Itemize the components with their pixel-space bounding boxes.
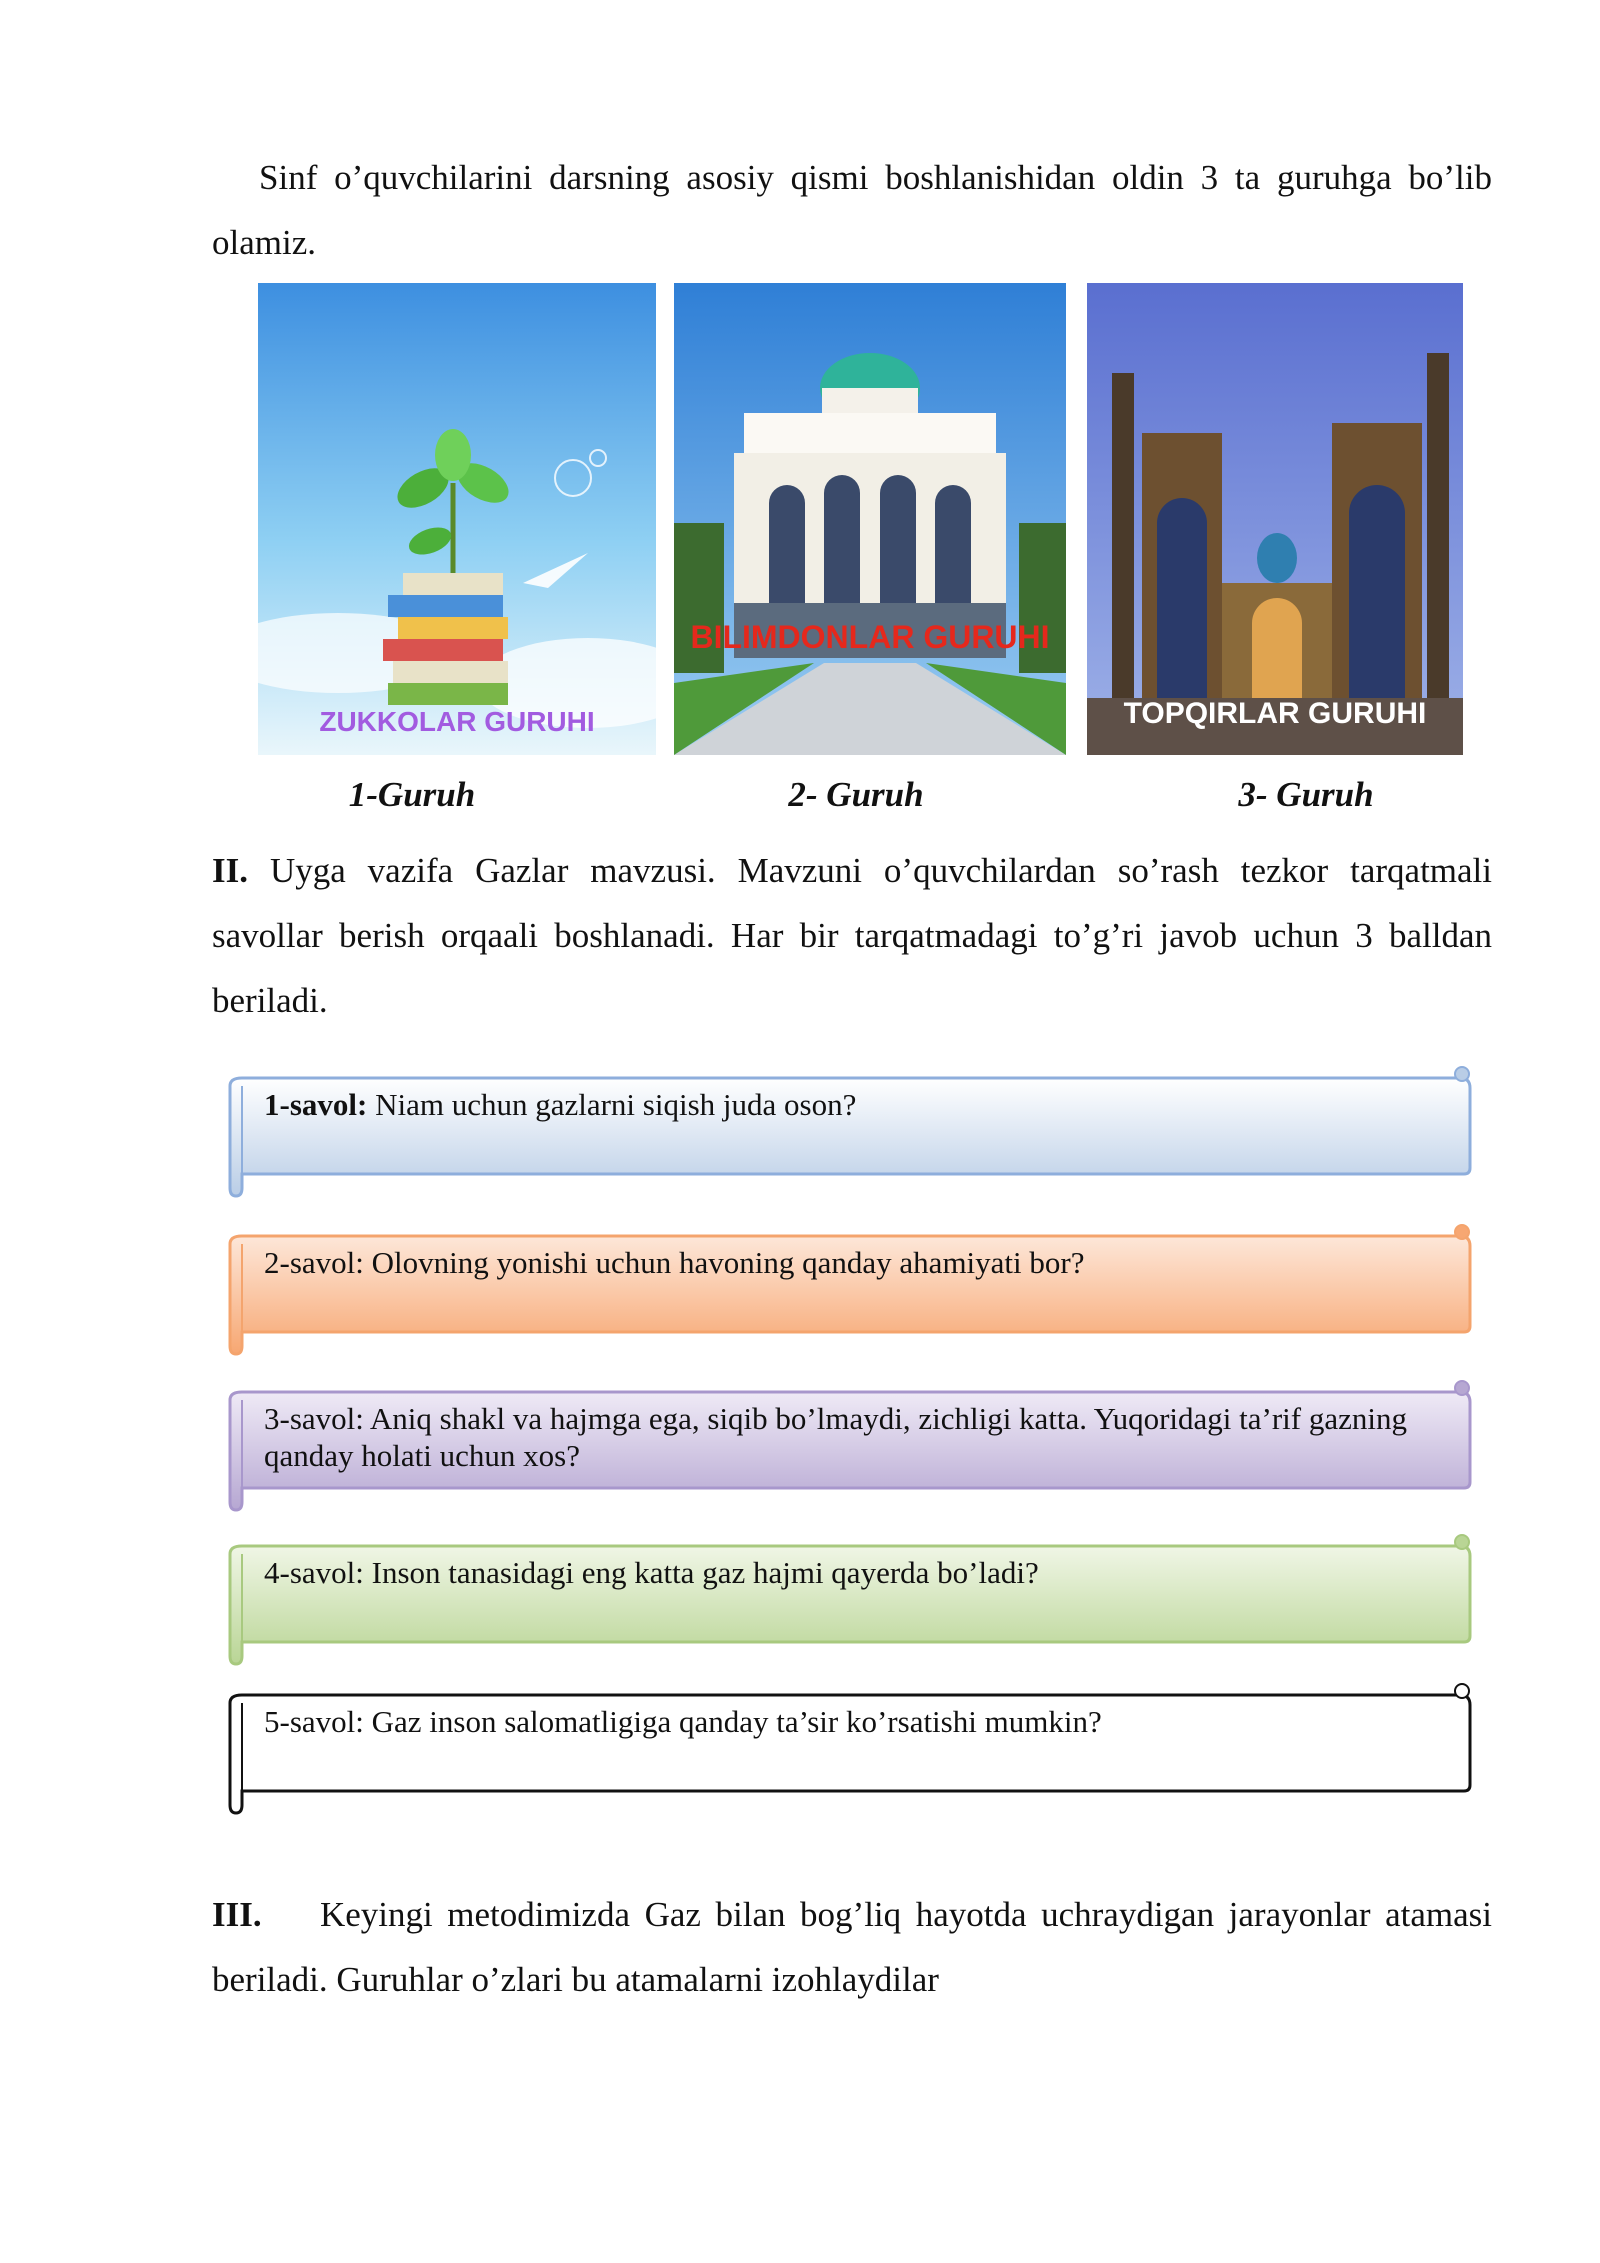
question-body: Niam uchun gazlarni siqish juda oson? bbox=[375, 1087, 857, 1122]
question-text bbox=[264, 1244, 1414, 1281]
question-label: 3-savol: bbox=[264, 1401, 364, 1436]
group-1-caption: 1-Guruh bbox=[348, 775, 476, 814]
question-body: Inson tanasidagi eng katta gaz hajmi qayerda bo’ladi? bbox=[371, 1555, 1039, 1590]
question-label: 4-savol: bbox=[264, 1555, 364, 1590]
question-card-5 bbox=[230, 1695, 1470, 1791]
question-text bbox=[264, 1703, 1414, 1740]
question-text bbox=[264, 1400, 1414, 1474]
question-body: Olovning yonishi uchun havoning qanday ahamiyati bor? bbox=[371, 1245, 1085, 1280]
question-card-2 bbox=[230, 1236, 1470, 1332]
question-label: 2-savol: bbox=[264, 1245, 364, 1280]
intro-paragraph: Sinf o’quvchilarini darsning asosiy qismi boshlanishidan oldin 3 ta guruhga bo’lib olamiz. bbox=[212, 158, 1492, 262]
section-3-text: Keyingi metodimizda Gaz bilan bog’liq hayotda uchraydigan jarayonlar atamasi beriladi. Guruhlar o’zlari bu atamalarni izohlaydilar bbox=[212, 1895, 1493, 1999]
question-card-4 bbox=[230, 1546, 1470, 1642]
question-text bbox=[264, 1086, 1414, 1123]
group-2-caption: 2- Guruh bbox=[788, 775, 924, 814]
section-2-text: Uyga vazifa Gazlar mavzusi. Mavzuni o’quvchilardan so’rash tezkor tarqatmali savollar berish orqaali boshlanadi. Har bir tarqatmadagi to’g’ri javob uchun 3 balldan beriladi. bbox=[212, 851, 1493, 1020]
group-3-image-text: TOPQIRLAR GURUHI bbox=[1123, 697, 1427, 730]
question-label: 5-savol: bbox=[264, 1704, 364, 1739]
group-1-image-text: ZUKKOLAR GURUHI bbox=[319, 706, 595, 737]
question-label: 1-savol: bbox=[264, 1087, 368, 1122]
question-text bbox=[264, 1554, 1414, 1591]
section-3-numeral: III. bbox=[212, 1895, 262, 1934]
group-3-caption: 3- Guruh bbox=[1238, 775, 1374, 814]
group-1-image bbox=[258, 283, 656, 755]
section-2-numeral: II. bbox=[212, 851, 248, 890]
group-2-image bbox=[674, 283, 1066, 755]
question-card-3 bbox=[230, 1392, 1470, 1488]
group-2-image-text: BILIMDONLAR GURUHI bbox=[690, 619, 1050, 655]
group-3-image bbox=[1087, 283, 1463, 755]
section-2-paragraph bbox=[212, 838, 1492, 1033]
question-body: Aniq shakl va hajmga ega, siqib bo’lmaydi, zichligi katta. Yuqoridagi ta’rif gazning qanday holati uchun xos? bbox=[264, 1401, 1407, 1473]
question-card-1 bbox=[230, 1078, 1470, 1174]
question-body: Gaz inson salomatligiga qanday ta’sir ko’rsatishi mumkin? bbox=[371, 1704, 1102, 1739]
section-3-paragraph bbox=[212, 1882, 1492, 2012]
